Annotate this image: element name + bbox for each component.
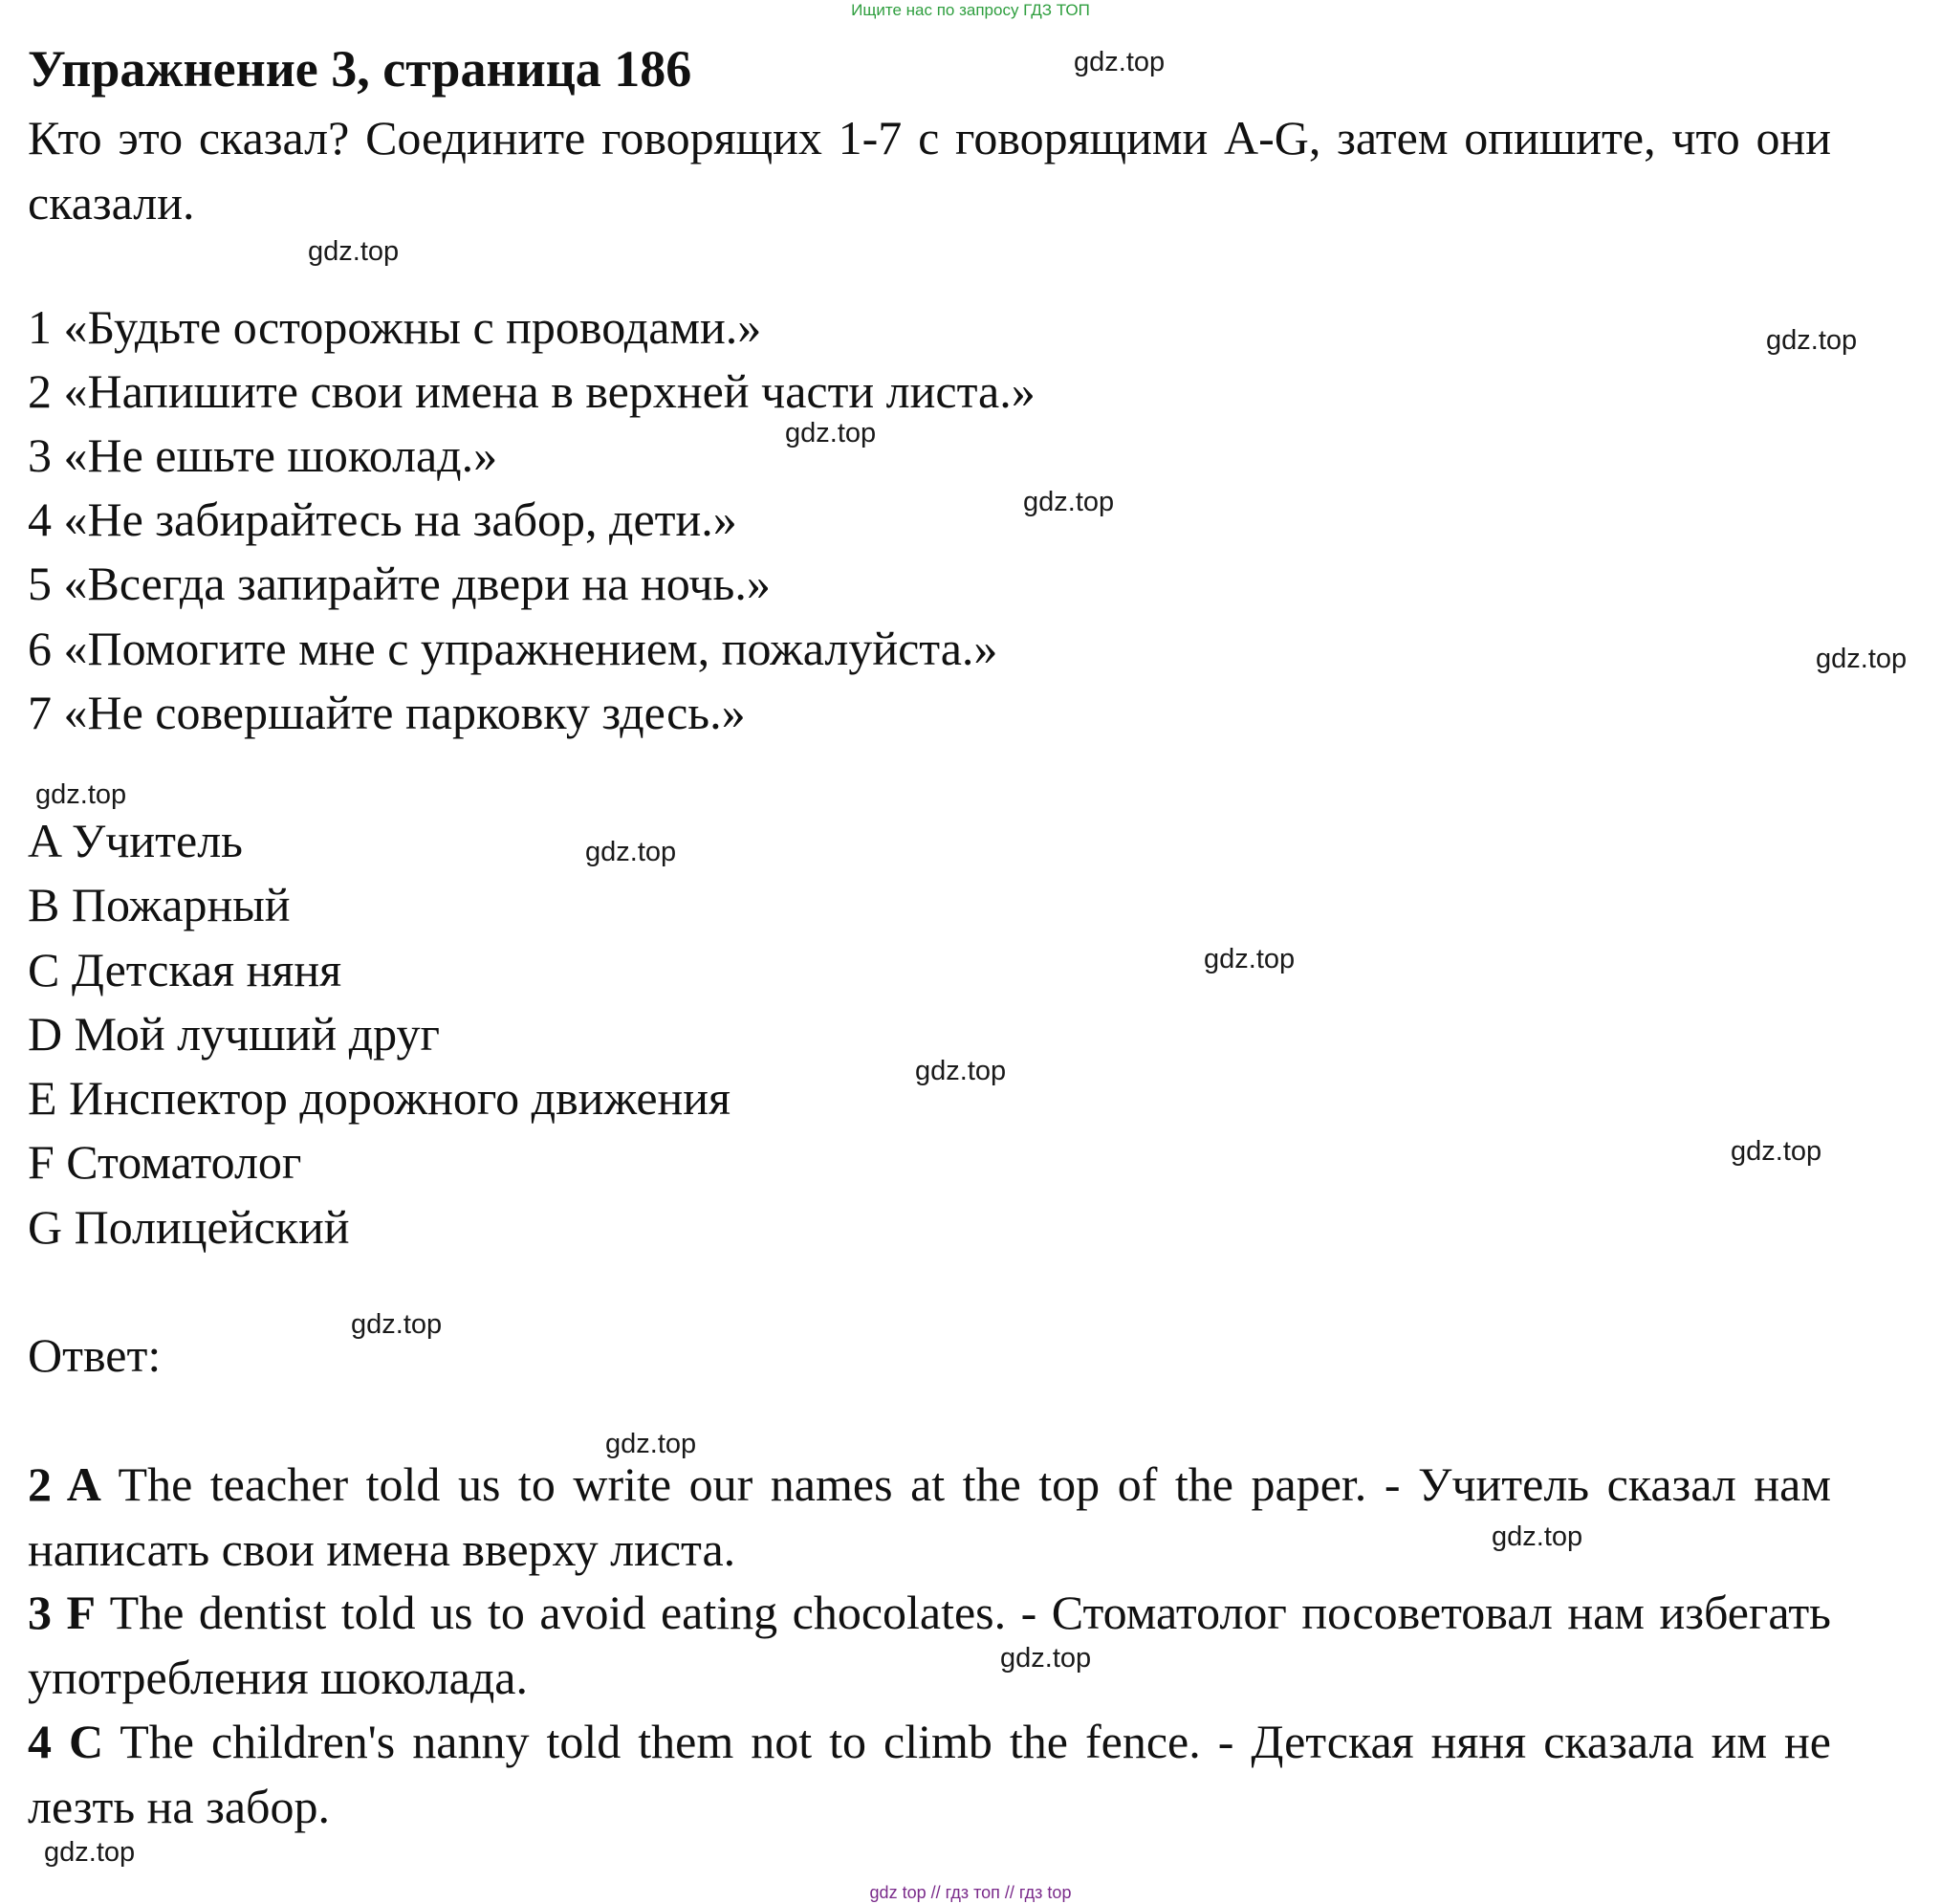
speaker-item: G Полицейский: [28, 1200, 350, 1254]
answer-item: [28, 1452, 1831, 1582]
watermark: gdz.top: [35, 779, 127, 810]
speaker-item: F Стоматолог: [28, 1135, 302, 1189]
page-title: Упражнение 3, страница 186: [28, 40, 692, 98]
watermark: gdz.top: [1766, 325, 1858, 356]
answer-label: Ответ:: [28, 1328, 162, 1382]
watermark: gdz.top: [785, 418, 877, 449]
watermark: gdz.top: [44, 1837, 136, 1868]
quote-item: 3 «Не ешьте шоколад.»: [28, 428, 498, 482]
answer-text: The dentist told us to avoid eating chocolates. - Стоматолог посоветовал нам избегать употребления шоколада.: [28, 1586, 1831, 1704]
quote-item: 7 «Не совершайте парковку здесь.»: [28, 686, 746, 739]
speaker-item: A Учитель: [28, 814, 243, 867]
footer-links[interactable]: gdz top // гдз топ // гдз top: [869, 1883, 1072, 1902]
answer-item: [28, 1580, 1831, 1710]
watermark: gdz.top: [1816, 644, 1908, 674]
watermark: gdz.top: [915, 1056, 1007, 1086]
search-hint-link[interactable]: Ищите нас по запросу ГДЗ ТОП: [851, 1, 1090, 19]
watermark: gdz.top: [605, 1429, 697, 1459]
quote-item: 4 «Не забирайтесь на забор, дети.»: [28, 492, 737, 546]
watermark: gdz.top: [308, 236, 400, 267]
watermark: gdz.top: [1000, 1643, 1092, 1674]
answer-key: 2 A: [28, 1457, 101, 1511]
answer-key: 3 F: [28, 1586, 97, 1639]
watermark: gdz.top: [1023, 487, 1115, 517]
watermark: gdz.top: [351, 1309, 443, 1340]
watermark: gdz.top: [1731, 1136, 1822, 1167]
quote-item: 1 «Будьте осторожны с проводами.»: [28, 300, 762, 354]
watermark: gdz.top: [1074, 47, 1166, 77]
watermark: gdz.top: [585, 837, 677, 867]
watermark: gdz.top: [1204, 944, 1296, 974]
speaker-item: E Инспектор дорожного движения: [28, 1071, 731, 1125]
answer-text: The teacher told us to write our names at the top of the paper. - Учитель сказал нам написать свои имена вверху листа.: [28, 1457, 1831, 1576]
task-text: Кто это сказал? Соедините говорящих 1-7 с говорящими A-G, затем опишите, что они сказали.: [28, 111, 1831, 230]
quote-item: 2 «Напишите свои имена в верхней части листа.»: [28, 364, 1036, 418]
quote-item: 5 «Всегда запирайте двери на ночь.»: [28, 557, 771, 610]
speaker-item: D Мой лучший друг: [28, 1007, 440, 1061]
quote-item: 6 «Помогите мне с упражнением, пожалуйста.»: [28, 622, 998, 675]
answer-key: 4 C: [28, 1715, 104, 1768]
speaker-item: C Детская няня: [28, 943, 342, 996]
watermark: gdz.top: [1492, 1521, 1583, 1552]
answer-text: The children's nanny told them not to climb the fence. - Детская няня сказала им не лезть на забор.: [28, 1715, 1831, 1833]
answer-item: [28, 1709, 1831, 1839]
speaker-item: B Пожарный: [28, 878, 291, 931]
